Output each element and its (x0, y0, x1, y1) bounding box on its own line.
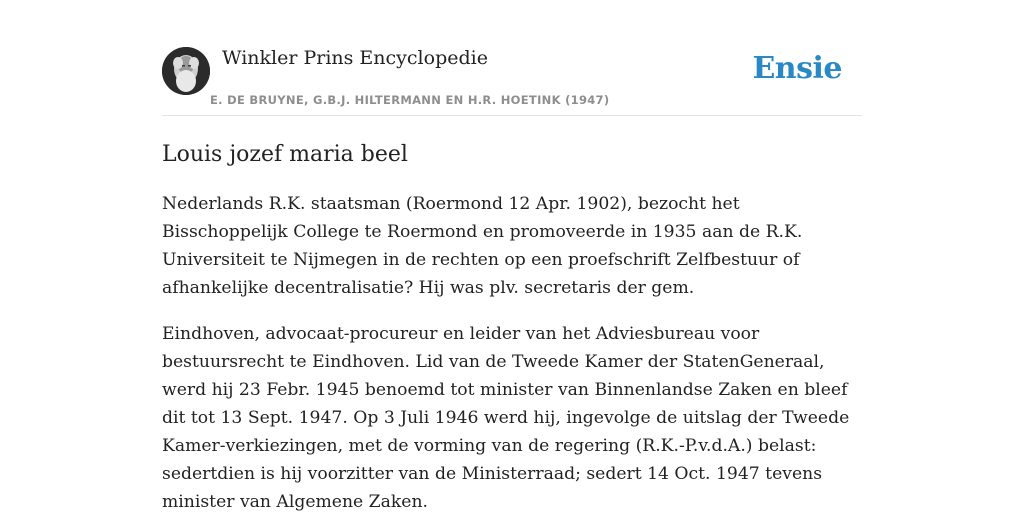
article-paragraph: Eindhoven, advocaat-procureur en leider van het Adviesbureau voor bestuursrecht te Eindhoven. Lid van de Tweede Kamer der StatenGeneraal, werd hij 23 Febr. 1945 benoemd tot minister van Binnenlandse Zaken en bleef dit tot 13 Sept. 1947. Op 3 Juli 1946 werd hij, ingevolge de uitslag der Tweede Kamer-verkiezingen, met de vorming van de regering (R.K.-P.v.d.A.) belast: sedertdien is hij voorzitter van de Ministerraad; sedert 14 Oct. 1947 tevens minister van Algemene Zaken. (162, 324, 850, 512)
brand-logo[interactable]: Ensie (752, 51, 842, 86)
source-authors: E. DE BRUYNE, G.B.J. HILTERMANN EN H.R. HOETINK (1947) (210, 93, 610, 107)
article (162, 140, 864, 512)
header (162, 0, 862, 116)
source-title[interactable]: Winkler Prins Encyclopedie (222, 47, 488, 69)
bearded-man-portrait-icon (162, 47, 210, 95)
avatar[interactable] (162, 47, 210, 95)
article-paragraph: Nederlands R.K. staatsman (Roermond 12 Apr. 1902), bezocht het Bisschoppelijk College te Roermond en promoveerde in 1935 aan de R.K. Universiteit te Nijmegen in de rechten op een proefschrift Zelfbestuur of afhankelijke decentralisatie? Hij was plv. secretaris der gem. (162, 194, 803, 298)
article-title: Louis jozef maria beel (162, 142, 408, 167)
